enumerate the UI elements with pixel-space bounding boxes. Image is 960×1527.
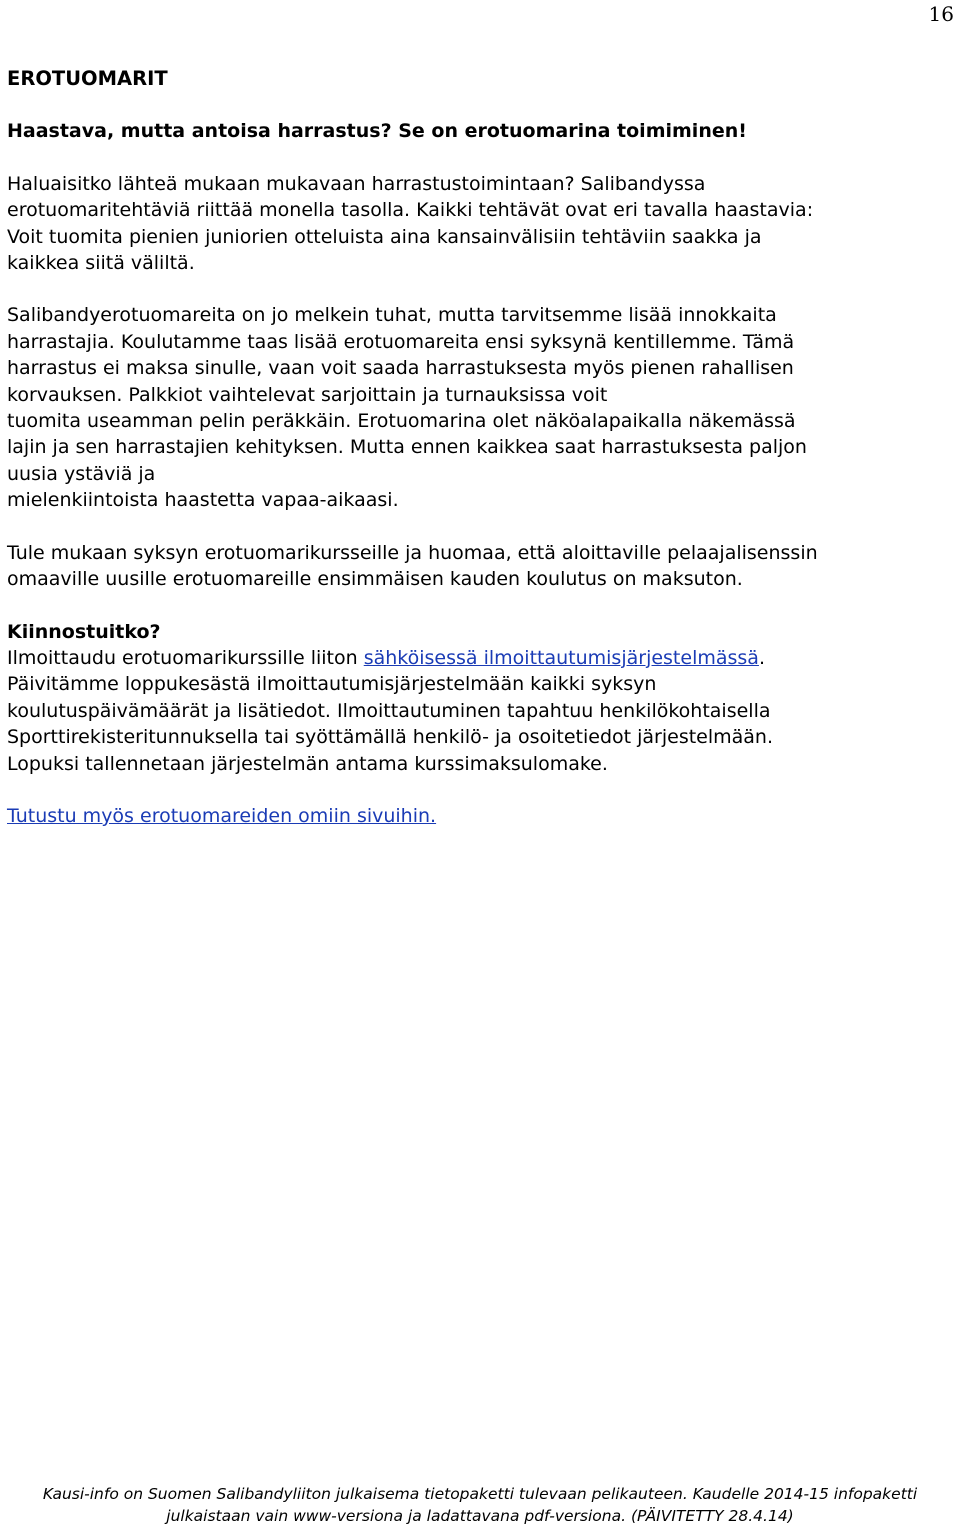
footer-line: julkaistaan vain www-versiona ja ladattavana pdf-versiona. (PÄIVITETTY 28.4.14) <box>166 1507 794 1525</box>
footer-line: Kausi-info on Suomen Salibandyliiton julkaisema tietopaketti tulevaan pelikauteen. Kaudelle 2014-15 infopaketti <box>42 1485 918 1503</box>
text-line: Salibandyerotuomareita on jo melkein tuhat, mutta tarvitsemme lisää innokkaita <box>7 304 777 327</box>
section-subheading: Haastava, mutta antoisa harrastus? Se on erotuomarina toimiminen! <box>7 120 747 143</box>
closing-paragraph <box>7 803 947 829</box>
text-line: mielenkiintoista haastetta vapaa-aikaasi. <box>7 489 399 512</box>
text-line: tuomita useamman pelin peräkkäin. Erotuomarina olet näköalapaikalla näkemässä <box>7 410 796 433</box>
paragraph-intro <box>7 171 947 277</box>
text-line: korvauksen. Palkkiot vaihtelevat sarjoittain ja turnauksissa voit <box>7 383 608 406</box>
text-line: Voit tuomita pienien juniorien otteluista aina kansainvälisiin tehtäviin saakka ja <box>7 225 762 248</box>
text-line: omaaville uusille erotuomareille ensimmäisen kauden koulutus on maksuton. <box>7 568 743 591</box>
text-line: Tule mukaan syksyn erotuomarikursseille ja huomaa, että aloittaville pelaajalisenssin <box>7 541 818 564</box>
paragraph-courses <box>7 540 947 593</box>
paragraph-recruitment <box>7 302 947 513</box>
paragraph-registration <box>7 619 947 777</box>
text-line: Ilmoittaudu erotuomarikurssille liiton <box>7 646 364 669</box>
page-number: 16 <box>928 2 954 26</box>
text-line: lajin ja sen harrastajien kehityksen. Mutta ennen kaikkea saat harrastuksesta paljon <box>7 436 807 459</box>
section-heading: EROTUOMARIT <box>7 67 168 90</box>
text-line: Lopuksi tallennetaan järjestelmän antama kurssimaksulomake. <box>7 752 608 775</box>
text-line: erotuomaritehtäviä riittää monella tasolla. Kaikki tehtävät ovat eri tavalla haastavia: <box>7 199 814 222</box>
text-line: harrastus ei maksa sinulle, vaan voit saada harrastuksesta myös pienen rahallisen <box>7 357 794 380</box>
interest-heading: Kiinnostuitko? <box>7 620 161 643</box>
text-line: Päivitämme loppukesästä ilmoittautumisjärjestelmään kaikki syksyn <box>7 673 657 696</box>
document-body <box>7 66 947 829</box>
page-footer <box>0 1483 960 1527</box>
referee-pages-link[interactable]: Tutustu myös erotuomareiden omiin sivuihin. <box>7 804 437 827</box>
text-line: Haluaisitko lähteä mukaan mukavaan harrastustoimintaan? Salibandyssa <box>7 172 706 195</box>
text-line: kaikkea siitä väliltä. <box>7 252 195 275</box>
text-punctuation: . <box>758 646 765 669</box>
text-line: Sporttirekisteritunnuksella tai syöttämällä henkilö- ja osoitetiedot järjestelmään. <box>7 726 774 749</box>
registration-system-link[interactable]: sähköisessä ilmoittautumisjärjestelmässä <box>363 646 759 669</box>
text-line: uusia ystäviä ja <box>7 462 156 485</box>
text-line: koulutuspäivämäärät ja lisätiedot. Ilmoittautuminen tapahtuu henkilökohtaisella <box>7 699 771 722</box>
text-line: harrastajia. Koulutamme taas lisää erotuomareita ensi syksynä kentillemme. Tämä <box>7 330 795 353</box>
